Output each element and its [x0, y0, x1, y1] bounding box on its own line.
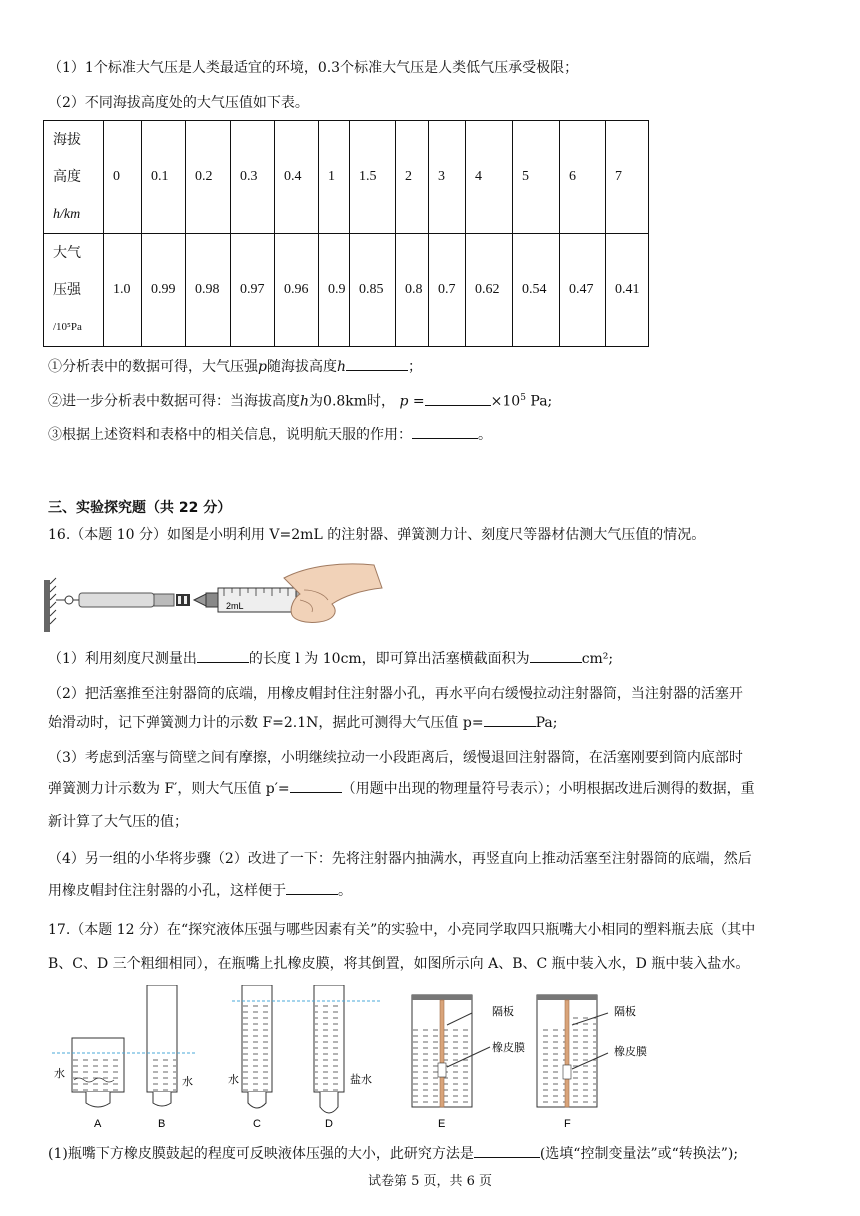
table-cell: 0.99	[142, 234, 186, 347]
table-cell: 1.5	[350, 121, 396, 234]
q15-part2: ②进一步分析表中数据可得：当海拔高度h为0.8km时， $p = \times 10^5$ Pa;	[48, 388, 552, 412]
water-label-b: 水	[182, 1076, 193, 1088]
label-a: A	[94, 1118, 102, 1130]
container-f	[537, 995, 597, 1107]
label-f: F	[564, 1118, 571, 1130]
table-cell: 0.4	[275, 121, 319, 234]
altitude-row	[44, 121, 649, 234]
table-cell: 0.8	[396, 234, 429, 347]
answer-blank[interactable]	[530, 648, 582, 663]
page-footer: 试卷第 5 页，共 6 页	[367, 1174, 493, 1189]
answer-blank[interactable]	[425, 391, 491, 406]
altitude-header: 海拔 高度 h/km	[44, 121, 104, 234]
pressure-row	[44, 234, 649, 347]
table-cell: 4	[466, 121, 513, 234]
label-e: E	[438, 1118, 446, 1130]
syringe-tip	[194, 594, 206, 606]
hand	[284, 564, 382, 623]
table-cell: 3	[429, 121, 466, 234]
q16-stem: 16.（本题 10 分）如图是小明利用 V=2mL 的注射器、弹簧测力计、刻度尺等器材估测大气压值的情况。	[48, 527, 706, 543]
table-cell: 0.41	[606, 234, 649, 347]
syringe-volume-label: 2mL	[226, 601, 244, 611]
material-item-2: （2）不同海拔高度处的大气压值如下表。	[48, 95, 309, 111]
q16-part4-line2: 用橡皮帽封住注射器的小孔，这样便于 。	[48, 880, 352, 901]
q15-part1: ①分析表中的数据可得，大气压强p随海拔高度h ；	[48, 356, 422, 377]
q16-part3-line2: 弹簧测力计示数为 F′，则大气压值 p′= （用题中出现的物理量符号表示）；小明根据改进后测得的数据，重	[48, 778, 755, 799]
bottles-figure	[52, 985, 672, 1133]
table-cell: 0.62	[466, 234, 513, 347]
water-label-c: 水	[228, 1074, 239, 1086]
table-cell: 0.7	[429, 234, 466, 347]
answer-blank[interactable]	[412, 424, 478, 439]
partition-f	[565, 1000, 569, 1107]
membrane-label-f: 橡皮膜	[614, 1046, 647, 1058]
material-item-1: （1）1个标准大气压是人类最适宜的环境，0.3个标准大气压是人类低气压承受极限；	[48, 60, 579, 76]
bottle-c	[242, 985, 272, 1108]
table-cell: 0.3	[231, 121, 275, 234]
q16-part2-line2: 始滑动时，记下弹簧测力计的示数 F=2.1N，据此可测得大气压值 p= Pa;	[48, 712, 557, 733]
table-cell: 0.85	[350, 234, 396, 347]
partition-label-f: 隔板	[614, 1006, 636, 1018]
brine-label-d: 盐水	[350, 1074, 372, 1086]
label-d: D	[325, 1118, 333, 1130]
table-cell: 1.0	[104, 234, 142, 347]
q16-part3-line1: （3）考虑到活塞与筒壁之间有摩擦，小明继续拉动一小段距离后，缓慢退回注射器筒，在活塞刚要到筒内底部时	[48, 750, 743, 766]
container-e	[412, 995, 472, 1107]
pressure-table	[43, 120, 649, 347]
membrane-f	[563, 1065, 571, 1079]
syringe-nozzle	[206, 593, 218, 607]
table-cell: 0.1	[142, 121, 186, 234]
wall	[44, 580, 50, 632]
membrane-e	[438, 1063, 446, 1077]
bottle-a	[72, 1038, 124, 1107]
spring-scale-body	[79, 593, 154, 607]
water-label-a: 水	[54, 1068, 65, 1080]
q17-stem-line2: B、C、D 三个粗细相同），在瓶嘴上扎橡皮膜，将其倒置，如图所示向 A、B、C 瓶中装入水，D 瓶中装入盐水。	[48, 956, 750, 972]
table-cell: 0.2	[186, 121, 231, 234]
spring-scale-cap	[154, 594, 174, 606]
label-b: B	[158, 1118, 166, 1130]
table-cell: 0.96	[275, 234, 319, 347]
answer-blank[interactable]	[197, 648, 249, 663]
syringe-figure	[44, 560, 384, 638]
answer-blank[interactable]	[484, 712, 536, 727]
table-cell: 6	[560, 121, 606, 234]
q16-part1: （1）利用刻度尺测量出 的长度 l 为 10cm，即可算出活塞横截面积为 cm²;	[48, 648, 613, 669]
table-cell: 0.47	[560, 234, 606, 347]
table-cell: 1	[319, 121, 350, 234]
bottle-b	[147, 985, 177, 1106]
q16-part2-line1: （2）把活塞推至注射器筒的底端，用橡皮帽封住注射器小孔，再水平向右缓慢拉动注射器筒，当注射器的活塞开	[48, 686, 743, 702]
table-cell: 0.97	[231, 234, 275, 347]
q17-stem-line1: 17.（本题 12 分）在“探究液体压强与哪些因素有关”的实验中，小亮同学取四只瓶嘴大小相同的塑料瓶去底（其中	[48, 922, 756, 938]
section-title: 三、实验探究题（共 22 分）	[48, 500, 232, 516]
q17-part1: (1)瓶嘴下方橡皮膜鼓起的程度可反映液体压强的大小，此研究方法是 (选填“控制变量法”或“转换法”);	[48, 1143, 738, 1164]
table-cell: 0.54	[513, 234, 560, 347]
q16-part4-line1: （4）另一组的小华将步骤（2）改进了一下：先将注射器内抽满水，再竖直向上推动活塞至注射器筒的底端，然后	[48, 851, 752, 867]
bottle-d	[314, 985, 344, 1113]
label-c: C	[253, 1118, 261, 1130]
pressure-header: 大气 压强 /10⁵Pa	[44, 234, 104, 347]
hook-ring	[65, 596, 73, 604]
partition-label-e: 隔板	[492, 1006, 514, 1018]
table-cell: 0.9	[319, 234, 350, 347]
answer-blank[interactable]	[290, 778, 342, 793]
answer-blank[interactable]	[474, 1143, 540, 1158]
membrane-label-e: 橡皮膜	[492, 1042, 525, 1054]
table-cell: 7	[606, 121, 649, 234]
q16-part3-line3: 新计算了大气压的值；	[48, 814, 188, 830]
table-cell: 0	[104, 121, 142, 234]
wall-hatch	[50, 578, 56, 624]
table-cell: 2	[396, 121, 429, 234]
answer-blank[interactable]	[346, 356, 408, 371]
q15-part3: ③根据上述资料和表格中的相关信息，说明航天服的作用： 。	[48, 424, 492, 445]
answer-blank[interactable]	[286, 880, 338, 895]
table-cell: 0.98	[186, 234, 231, 347]
table-cell: 5	[513, 121, 560, 234]
partition-e	[440, 1000, 444, 1107]
